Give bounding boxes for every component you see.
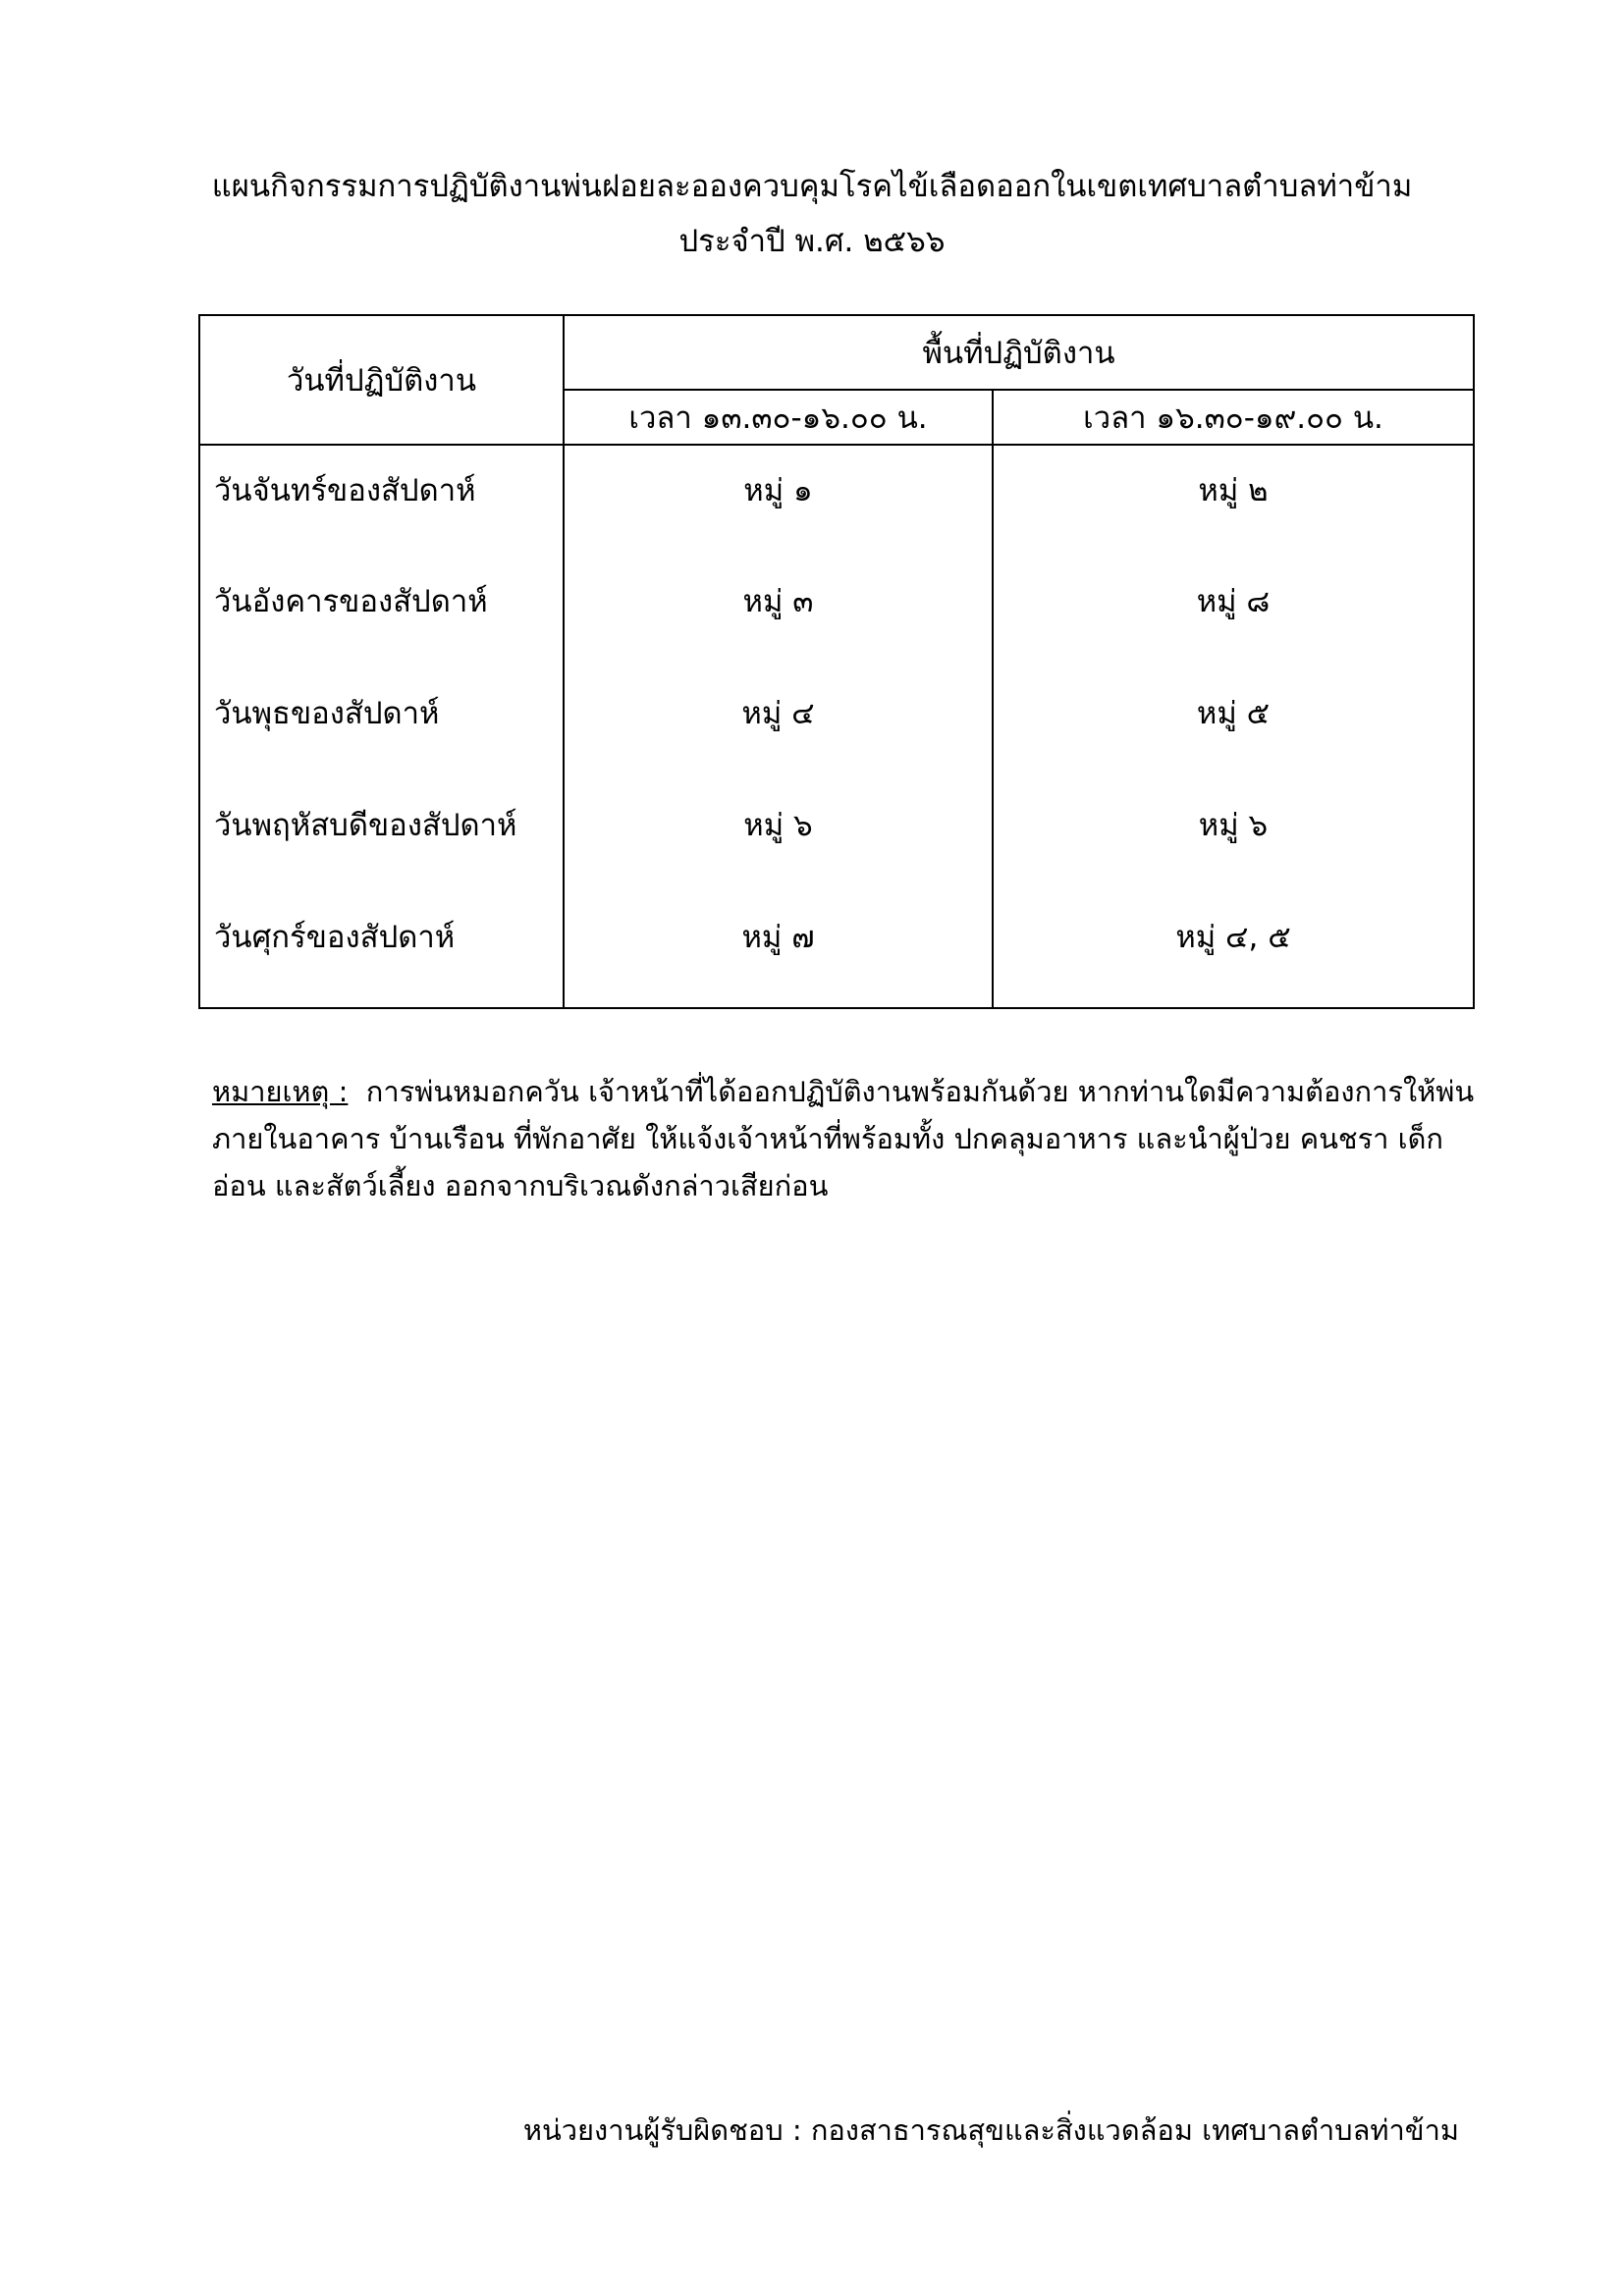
- area-evening-cell: หมู่ ๖: [993, 780, 1474, 892]
- day-cell: วันพฤหัสบดีของสัปดาห์: [199, 780, 564, 892]
- area-afternoon-cell: หมู่ ๖: [564, 780, 993, 892]
- area-evening-cell: หมู่ ๕: [993, 668, 1474, 780]
- day-cell: วันพุธของสัปดาห์: [199, 668, 564, 780]
- remark-paragraph: [212, 1068, 1479, 1209]
- area-evening-cell: หมู่ ๒: [993, 445, 1474, 557]
- day-cell: วันอังคารของสัปดาห์: [199, 557, 564, 668]
- remark-label: หมายเหตุ :: [212, 1075, 349, 1108]
- area-afternoon-cell: หมู่ ๓: [564, 557, 993, 668]
- header-time-afternoon: เวลา ๑๓.๓๐-๑๖.๐๐ น.: [564, 390, 993, 445]
- header-day: วันที่ปฏิบัติงาน: [199, 315, 564, 445]
- schedule-table: [198, 314, 1475, 1009]
- area-afternoon-cell: หมู่ ๑: [564, 445, 993, 557]
- table-row: [199, 780, 1474, 892]
- day-cell: วันจันทร์ของสัปดาห์: [199, 445, 564, 557]
- table-row: [199, 668, 1474, 780]
- header-time-evening: เวลา ๑๖.๓๐-๑๙.๐๐ น.: [993, 390, 1474, 445]
- document-subtitle-year: ประจำปี พ.ศ. ๒๕๖๖: [678, 224, 946, 259]
- table-row: [199, 557, 1474, 668]
- area-afternoon-cell: หมู่ ๗: [564, 892, 993, 1008]
- table-row: [199, 892, 1474, 1008]
- table-row: [199, 445, 1474, 557]
- header-area: พื้นที่ปฏิบัติงาน: [564, 315, 1474, 390]
- day-cell: วันศุกร์ของสัปดาห์: [199, 892, 564, 1008]
- remark-text: การพ่นหมอกควัน เจ้าหน้าที่ได้ออกปฏิบัติงานพร้อมกันด้วย หากท่านใดมีความต้องการให้พ่นภายในอาคาร บ้านเรือน ที่พักอาศัย ให้แจ้งเจ้าหน้าที่พร้อมทั้ง ปกคลุมอาหาร และนำผู้ป่วย คนชรา เด็กอ่อน และสัตว์เลี้ยง ออกจากบริเวณดังกล่าวเสียก่อน: [212, 1075, 1475, 1202]
- responsible-agency: หน่วยงานผู้รับผิดชอบ : กองสาธารณสุขและสิ่งแวดล้อม เทศบาลตำบลท่าข้าม: [522, 2113, 1459, 2147]
- area-afternoon-cell: หมู่ ๔: [564, 668, 993, 780]
- area-evening-cell: หมู่ ๘: [993, 557, 1474, 668]
- document-title: แผนกิจกรรมการปฏิบัติงานพ่นฝอยละอองควบคุมโรคไข้เลือดออกในเขตเทศบาลตำบลท่าข้าม: [211, 169, 1413, 204]
- area-evening-cell: หมู่ ๔, ๕: [993, 892, 1474, 1008]
